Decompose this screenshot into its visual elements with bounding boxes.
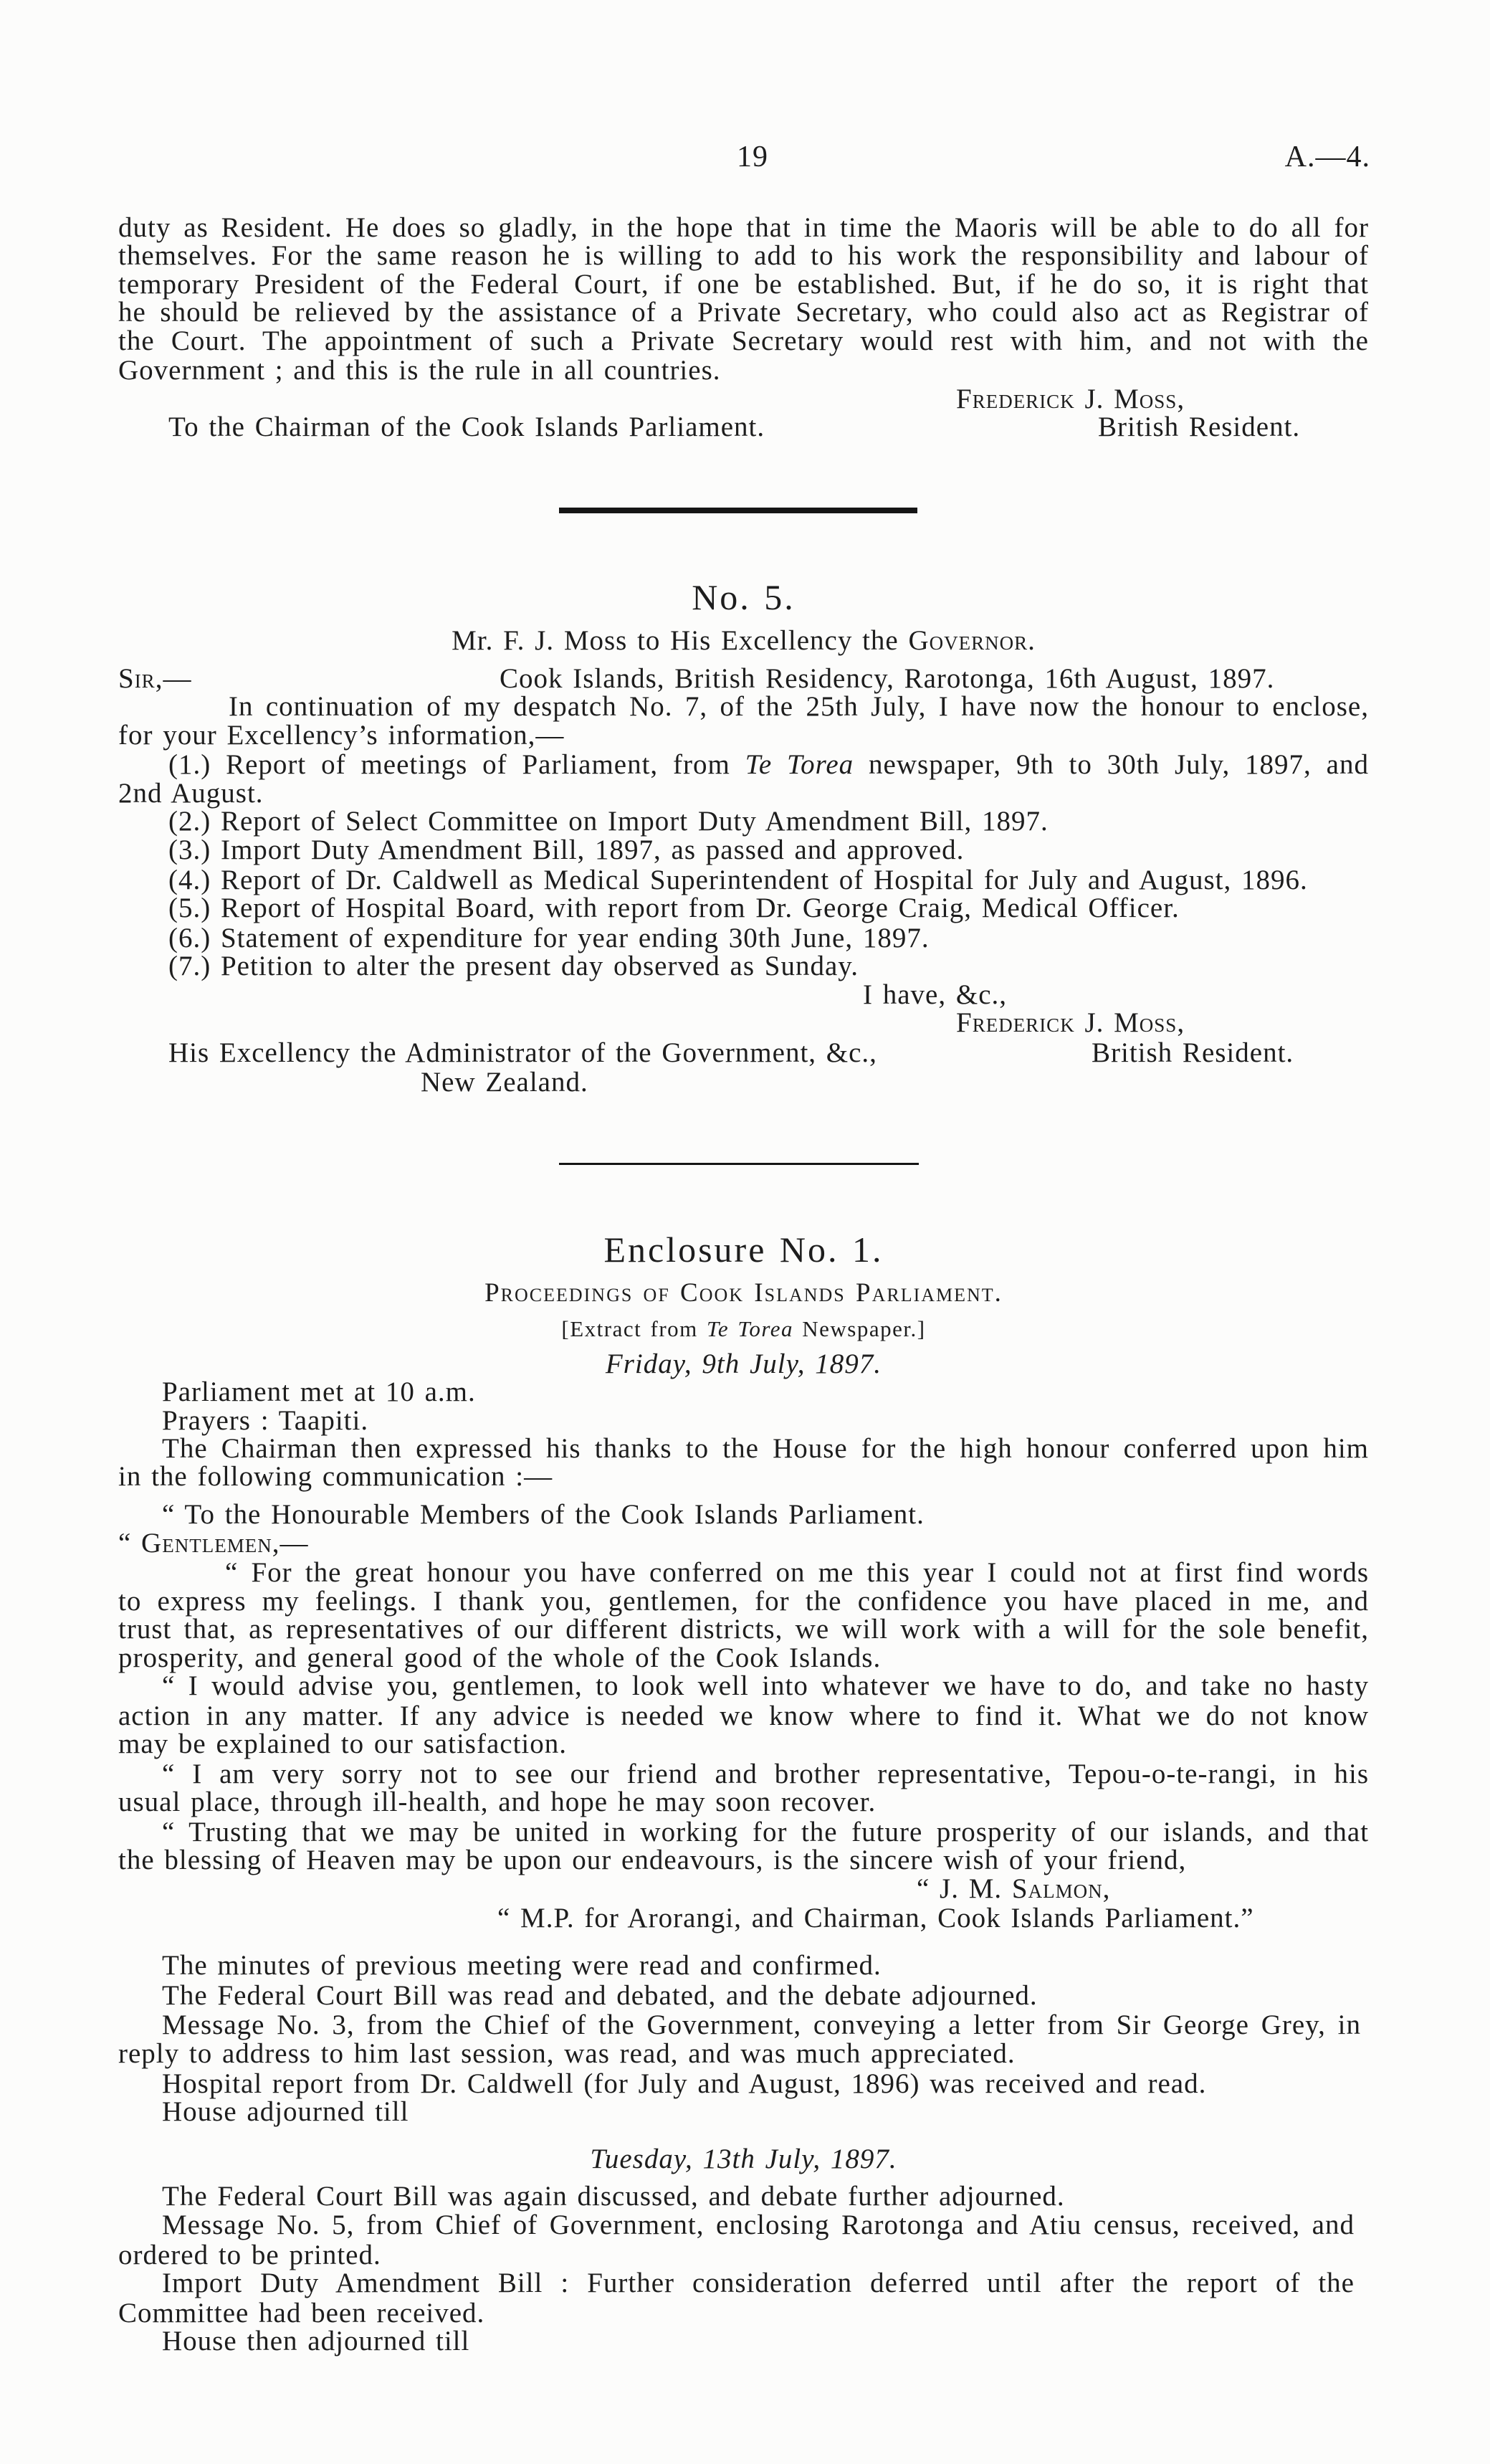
- chairman-letter-line: trust that, as representatives of our different districts, we will work with a will for the sole benefit,: [118, 1614, 1369, 1645]
- chairman-letter-line: the blessing of Heaven may be upon our endeavours, is the sincere wish of your friend,: [118, 1845, 1187, 1875]
- despatch-dateline: Cook Islands, British Residency, Rarotonga, 16th August, 1897.: [500, 663, 1275, 694]
- previous-letter-line: duty as Resident. He does so gladly, in the hope that in time the Maoris will be able to do all for: [118, 212, 1369, 243]
- session-1-business-line: The Federal Court Bill was read and debated, and the debate adjourned.: [162, 1980, 1038, 2011]
- chairman-letter-line: “ I would advise you, gentlemen, to look well into whatever we have to do, and take no hasty: [162, 1670, 1369, 1701]
- despatch-item-1-prefix: (1.) Report of meetings of Parliament, from: [168, 749, 745, 780]
- despatch-intro-line: In continuation of my despatch No. 7, of the 25th July, I have now the honour to enclose,: [229, 691, 1369, 722]
- enclosure-subtitle: Proceedings of Cook Islands Parliament.: [484, 1278, 1003, 1308]
- session-1-business-line: Hospital report from Dr. Caldwell (for July and August, 1896) was received and read.: [162, 2068, 1207, 2099]
- session-2-business-line: House then adjourned till: [162, 2326, 470, 2356]
- despatch-item: (6.) Statement of expenditure for year ending 30th June, 1897.: [168, 923, 930, 953]
- chairman-letter-line: to express my feelings. I thank you, gentlemen, for the confidence you have placed in me, and: [118, 1586, 1369, 1617]
- document-reference: A.—4.: [1284, 141, 1370, 173]
- previous-letter-line: Government ; and this is the rule in all countries.: [118, 355, 721, 386]
- section-divider-thick: [559, 508, 917, 513]
- session-1-date: Friday, 9th July, 1897.: [605, 1348, 882, 1379]
- despatch-item-1-suffix: newspaper, 9th to 30th July, 1897, and: [854, 749, 1369, 780]
- despatch-recipient: His Excellency the Administrator of the Government, &c.,: [168, 1037, 877, 1068]
- previous-letter-line: the Court. The appointment of such a Private Secretary would rest with him, and not with the: [118, 325, 1369, 356]
- session-1-business-line: The minutes of previous meeting were read and confirmed.: [162, 1950, 882, 1981]
- despatch-item-1-newspaper: Te Torea: [745, 749, 854, 780]
- section-divider-thin: [559, 1163, 919, 1165]
- enclosure-source: [118, 1318, 1369, 1341]
- session-1-opening-line: The Chairman then expressed his thanks to the House for the high honour conferred upon him: [162, 1433, 1369, 1464]
- despatch-subject: [118, 627, 1369, 655]
- session-2-business-line: Committee had been received.: [118, 2298, 485, 2329]
- despatch-signatory-title: British Resident.: [1092, 1037, 1294, 1068]
- chairman-letter-salutation: “ Gentlemen,—: [118, 1528, 309, 1559]
- despatch-salutation: Sir,—: [118, 663, 192, 694]
- enclosure-source-prefix: [Extract from: [561, 1316, 707, 1341]
- session-1-business-line: Message No. 3, from the Chief of the Government, conveying a letter from Sir George Grey, in: [162, 2009, 1361, 2040]
- despatch-item: (7.) Petition to alter the present day observed as Sunday.: [168, 951, 859, 981]
- chairman-letter-line: usual place, through ill-health, and hope he may soon recover.: [118, 1787, 877, 1817]
- previous-letter-line: temporary President of the Federal Court, if one be established. But, if he do so, it is right that: [118, 269, 1369, 300]
- session-1-opening-line: Prayers : Taapiti.: [162, 1405, 369, 1436]
- session-1-opening-line: in the following communication :—: [118, 1461, 553, 1492]
- enclosure-source-suffix: Newspaper.]: [793, 1316, 926, 1341]
- despatch-subject-prefix: Mr. F. J. Moss to His Excellency the: [452, 625, 909, 656]
- page-number: 19: [737, 141, 768, 173]
- previous-letter-line: he should be relieved by the assistance of a Private Secretary, who could also act as Registrar of: [118, 297, 1369, 328]
- despatch-item: (2.) Report of Select Committee on Import Duty Amendment Bill, 1897.: [168, 806, 1049, 837]
- despatch-subject-suffix: .: [1028, 625, 1036, 656]
- session-2-date: Tuesday, 13th July, 1897.: [590, 2144, 897, 2174]
- chairman-letter-address: “ To the Honourable Members of the Cook Islands Parliament.: [162, 1499, 925, 1530]
- chairman-letter-signature: “ J. M. Salmon,: [917, 1873, 1111, 1904]
- despatch-item: (5.) Report of Hospital Board, with report from Dr. George Craig, Medical Officer.: [168, 893, 1180, 923]
- session-1-opening-line: Parliament met at 10 a.m.: [162, 1376, 476, 1407]
- previous-letter-line: themselves. For the same reason he is willing to add to his work the responsibility and labour of: [118, 240, 1369, 271]
- chairman-letter-line: prosperity, and general good of the whole of the Cook Islands.: [118, 1642, 882, 1673]
- despatch-signatory: Frederick J. Moss,: [956, 1007, 1185, 1038]
- chairman-letter-line: “ I am very sorry not to see our friend and brother representative, Tepou-o-te-rangi, in his: [162, 1759, 1369, 1789]
- session-2-business-line: Message No. 5, from Chief of Government, enclosing Rarotonga and Atiu census, received, and: [162, 2209, 1355, 2240]
- chairman-letter-line: “ For the great honour you have conferred on me this year I could not at first find words: [225, 1557, 1369, 1588]
- session-2-business-line: ordered to be printed.: [118, 2240, 381, 2270]
- despatch-number-heading: No. 5.: [692, 577, 796, 617]
- despatch-intro-line: for your Excellency’s information,—: [118, 720, 565, 751]
- despatch-item-1: [168, 751, 1369, 779]
- previous-letter-signatory-title: British Resident.: [1098, 412, 1301, 442]
- despatch-item: (4.) Report of Dr. Caldwell as Medical Superintendent of Hospital for July and August, 1896.: [168, 865, 1308, 895]
- session-2-business-line: The Federal Court Bill was again discussed, and debate further adjourned.: [162, 2181, 1065, 2212]
- despatch-item-1-continuation: 2nd August.: [118, 778, 264, 809]
- previous-letter-signatory: Frederick J. Moss,: [956, 384, 1185, 414]
- enclosure-source-newspaper: Te Torea: [707, 1316, 793, 1341]
- previous-letter-addressee: To the Chairman of the Cook Islands Parliament.: [168, 412, 765, 442]
- chairman-letter-line: action in any matter. If any advice is needed we know where to find it. What we do not know: [118, 1700, 1369, 1731]
- chairman-letter-line: “ Trusting that we may be united in working for the future prosperity of our islands, and that: [162, 1817, 1369, 1847]
- session-2-business-line: Import Duty Amendment Bill : Further consideration deferred until after the report of the: [162, 2268, 1355, 2298]
- chairman-letter-line: may be explained to our satisfaction.: [118, 1728, 567, 1759]
- despatch-recipient-location: New Zealand.: [421, 1067, 588, 1098]
- session-1-business-line: House adjourned till: [162, 2096, 409, 2127]
- chairman-letter-signature-title: “ M.P. for Arorangi, and Chairman, Cook Islands Parliament.”: [497, 1903, 1254, 1933]
- despatch-item: (3.) Import Duty Amendment Bill, 1897, as passed and approved.: [168, 834, 965, 865]
- despatch-subject-recipient: Governor: [908, 625, 1028, 656]
- enclosure-title: Enclosure No. 1.: [603, 1229, 884, 1270]
- despatch-closing: I have, &c.,: [863, 979, 1008, 1010]
- session-1-business-line: reply to address to him last session, was read, and was much appreciated.: [118, 2038, 1016, 2069]
